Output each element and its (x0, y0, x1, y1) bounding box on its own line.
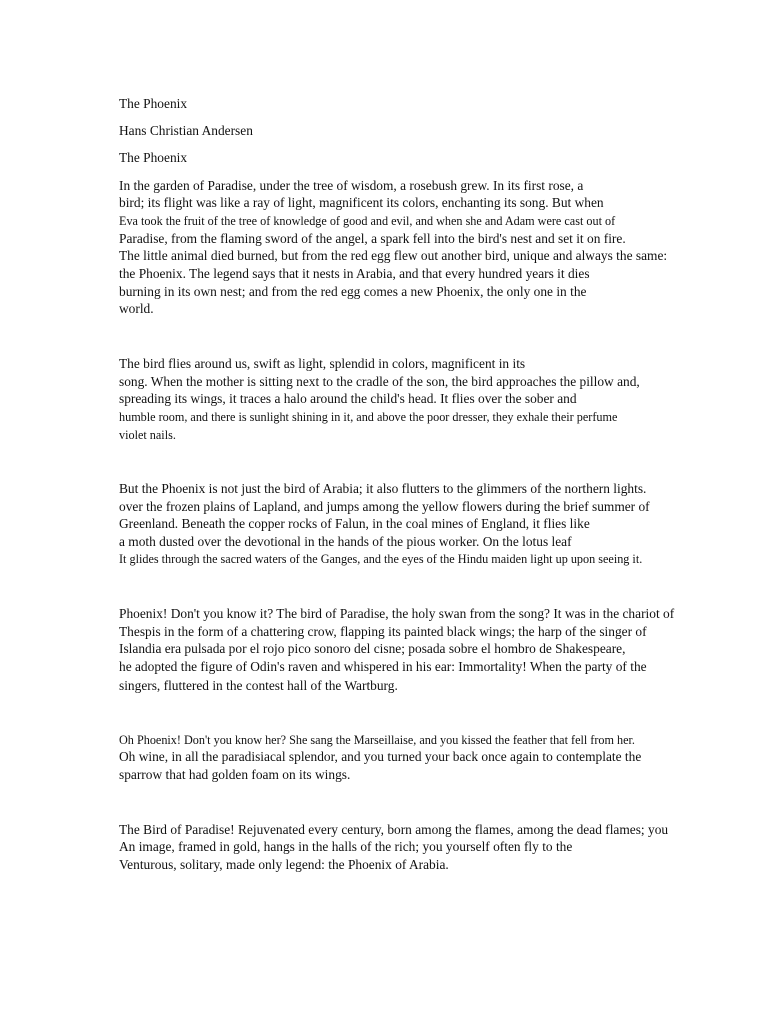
document-title: The Phoenix (119, 96, 188, 111)
paragraph-line: song. When the mother is sitting next to the cradle of the son, the bird approaches the pillow and, (119, 374, 640, 389)
paragraph-line: The little animal died burned, but from the red egg flew out another bird, unique and always the same: (119, 248, 668, 263)
paragraph-line: Paradise, from the flaming sword of the angel, a spark fell into the bird's nest and set it on fire. (119, 231, 626, 246)
paragraph-line: singers, fluttered in the contest hall of the Wartburg. (119, 678, 398, 693)
paragraph-line: The Bird of Paradise! Rejuvenated every century, born among the flames, among the dead flames; you (119, 822, 669, 837)
paragraph-line: Thespis in the form of a chattering crow, flapping its painted black wings; the harp of the singer of (119, 624, 647, 639)
paragraph-line: the Phoenix. The legend says that it nests in Arabia, and that every hundred years it dies (119, 266, 590, 281)
paragraph-line: But the Phoenix is not just the bird of Arabia; it also flutters to the glimmers of the northern lights. (119, 481, 647, 496)
paragraph-line: burning in its own nest; and from the red egg comes a new Phoenix, the only one in the (119, 284, 587, 299)
paragraph-line: Greenland. Beneath the copper rocks of Falun, in the coal mines of England, it flies like (119, 516, 590, 531)
paragraph-line: world. (119, 301, 154, 316)
paragraph-line: Islandia era pulsada por el rojo pico sonoro del cisne; posada sobre el hombro de Shakespeare, (119, 641, 626, 656)
paragraph-line: sparrow that had golden foam on its wings. (119, 767, 351, 782)
paragraph-line: Oh wine, in all the paradisiacal splendor, and you turned your back once again to contemplate the (119, 749, 642, 764)
document-author: Hans Christian Andersen (119, 123, 253, 138)
paragraph-line: bird; its flight was like a ray of light, magnificent its colors, enchanting its song. But when (119, 195, 604, 210)
paragraph-line: It glides through the sacred waters of the Ganges, and the eyes of the Hindu maiden light up upon seeing it. (119, 552, 643, 566)
paragraph-line: Oh Phoenix! Don't you know her? She sang the Marseillaise, and you kissed the feather that fell from her. (119, 733, 635, 747)
paragraph-line: An image, framed in gold, hangs in the halls of the rich; you yourself often fly to the (119, 839, 573, 854)
paragraph-line: a moth dusted over the devotional in the hands of the pious worker. On the lotus leaf (119, 534, 572, 549)
paragraph-line: humble room, and there is sunlight shining in it, and above the poor dresser, they exhale their perfume (119, 410, 618, 424)
paragraph-line: Phoenix! Don't you know it? The bird of Paradise, the holy swan from the song? It was in the chariot of (119, 606, 675, 621)
paragraph-line: Eva took the fruit of the tree of knowledge of good and evil, and when she and Adam were cast out of (119, 214, 616, 228)
paragraph-line: spreading its wings, it traces a halo around the child's head. It flies over the sober and (119, 391, 577, 406)
paragraph-line: In the garden of Paradise, under the tree of wisdom, a rosebush grew. In its first rose, a (119, 178, 584, 193)
paragraph-line: he adopted the figure of Odin's raven and whispered in his ear: Immortality! When the party of the (119, 659, 647, 674)
paragraph-line: violet nails. (119, 428, 176, 442)
paragraph-line: over the frozen plains of Lapland, and jumps among the yellow flowers during the brief summer of (119, 499, 650, 514)
paragraph-line: The bird flies around us, swift as light, splendid in colors, magnificent in its (119, 356, 526, 371)
document-subtitle: The Phoenix (119, 150, 188, 165)
paragraph-line: Venturous, solitary, made only legend: the Phoenix of Arabia. (119, 857, 449, 872)
